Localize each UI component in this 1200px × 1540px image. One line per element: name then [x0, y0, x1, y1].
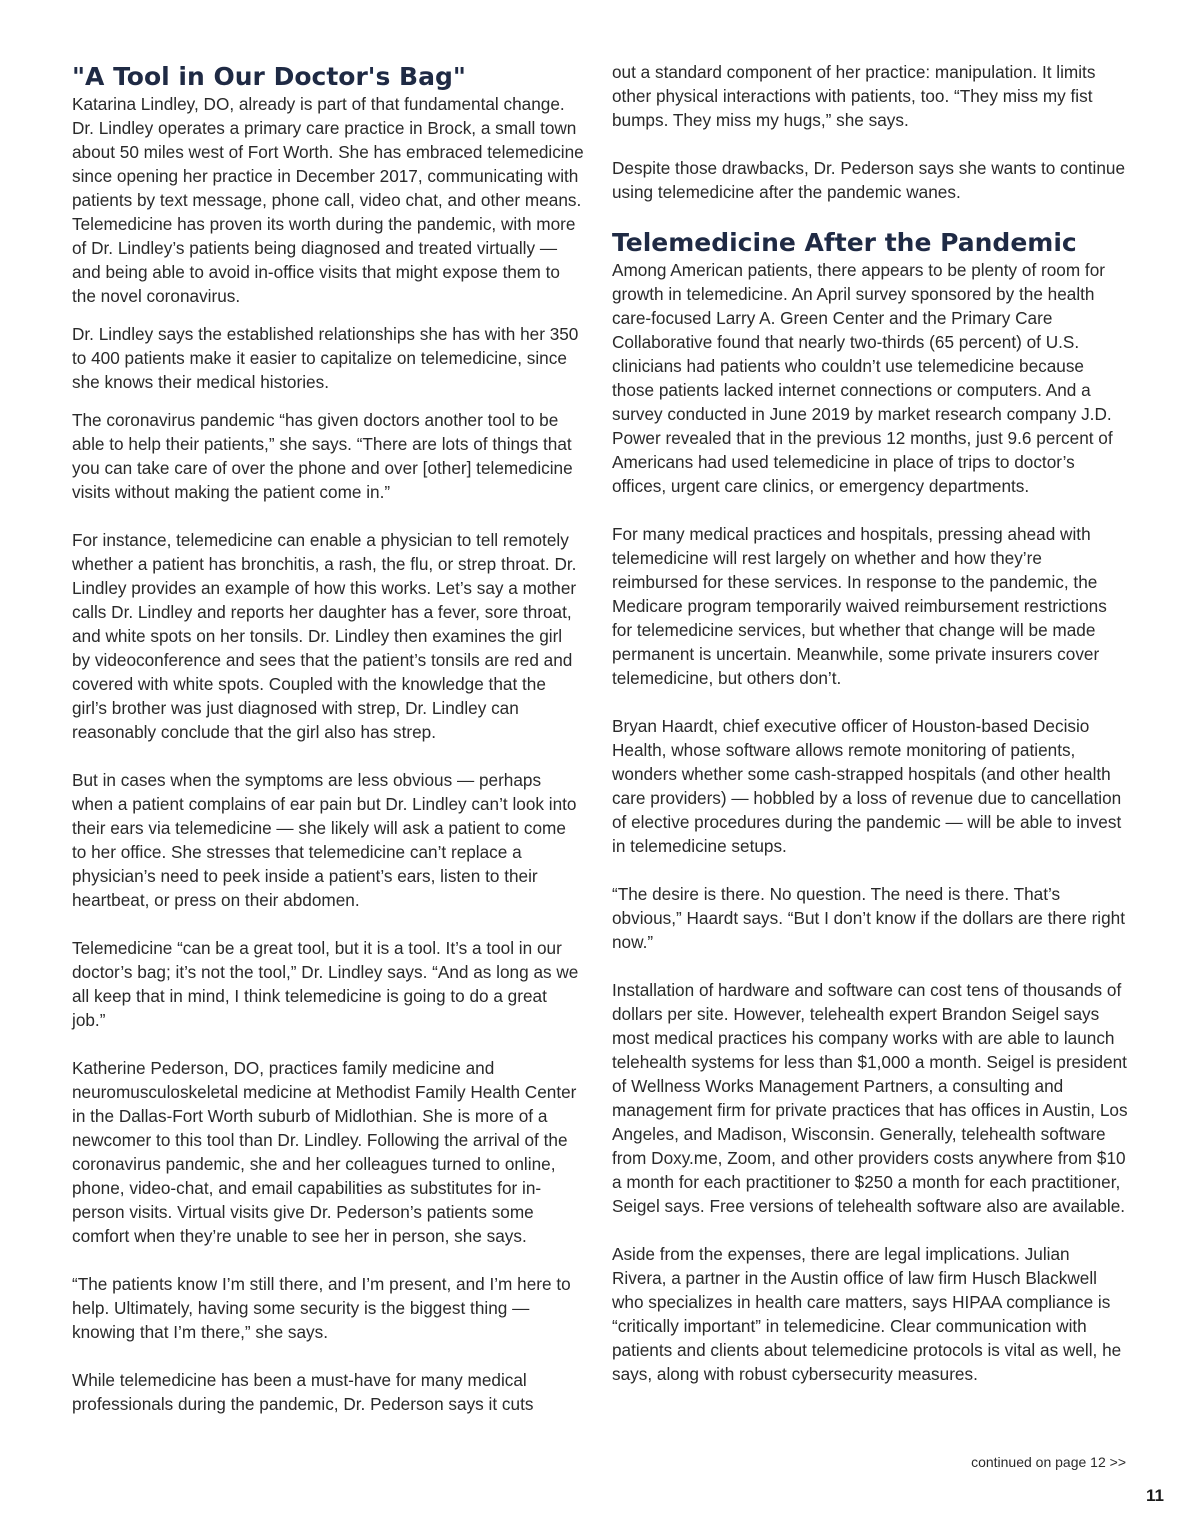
body-paragraph: Dr. Lindley says the established relationships she has with her 350 to 400 patients make it easier to capitalize on telemedicine, since she knows their medical histories.	[72, 324, 579, 392]
body-paragraph: Among American patients, there appears to be plenty of room for growth in telemedicine. An April survey sponsored by the health care-focused Larry A. Green Center and the Primary Care Collaborative found that nearly two-thirds (65 percent) of U.S. clinicians had patients who couldn’t use telemedicine because those patients lacked internet connections or computers. And a survey conducted in June 2019 by market research company J.D. Power revealed that in the previous 12 months, just 9.6 percent of Americans had used telemedicine in place of trips to doctor’s offices, urgent care clinics, or emergency departments.	[612, 260, 1113, 496]
section-heading-tool: "A Tool in Our Doctor's Bag"	[72, 62, 466, 91]
body-paragraph: Katarina Lindley, DO, already is part of that fundamental change. Dr. Lindley operates a primary care practice in Brock, a small town about 50 miles west of Fort Worth. She has embraced telemedicine since opening her practice in December 2017, communicating with patients by text message, phone call, video chat, and other means. Telemedicine has proven its worth during the pandemic, with more of Dr. Lindley’s patients being diagnosed and treated virtually — and being able to avoid in-office visits that might expose them to the novel coronavirus.	[72, 94, 584, 306]
body-paragraph: The coronavirus pandemic “has given doctors another tool to be able to help their patients,” she says. “There are lots of things that you can take care of over the phone and over [other] telemedicine visits without making the patient come in.”	[72, 410, 573, 502]
right-column	[612, 60, 1128, 1400]
body-paragraph: Installation of hardware and software can cost tens of thousands of dollars per site. However, telehealth expert Brandon Seigel says most medical practices his company works with are able to launch telehealth systems for less than $1,000 a month. Seigel is president of Wellness Works Management Partners, a consulting and management firm for private practices that has offices in Austin, Los Angeles, and Madison, Wisconsin. Generally, telehealth software from Doxy.me, Zoom, and other providers costs anywhere from $10 a month for each practitioner to $250 a month for each practitioner, Seigel says. Free versions of telehealth software also are available.	[612, 980, 1128, 1216]
body-paragraph: out a standard component of her practice: manipulation. It limits other physical interactions with patients, too. “They miss my fist bumps. They miss my hugs,” she says.	[612, 62, 1096, 130]
left-column	[72, 60, 584, 1430]
body-paragraph: But in cases when the symptoms are less obvious — perhaps when a patient complains of ear pain but Dr. Lindley can’t look into their ears via telemedicine — she likely will ask a patient to come to her office. She stresses that telemedicine can’t replace a physician’s need to peek inside a patient’s ears, listen to their heartbeat, or press on their abdomen.	[72, 770, 577, 910]
body-paragraph: “The desire is there. No question. The need is there. That’s obvious,” Haardt says. “But I don’t know if the dollars are there right now.”	[612, 884, 1126, 952]
body-paragraph: For many medical practices and hospitals, pressing ahead with telemedicine will rest largely on whether and how they’re reimbursed for these services. In response to the pandemic, the Medicare program temporarily waived reimbursement restrictions for telemedicine services, but whether that change will be made permanent is uncertain. Meanwhile, some private insurers cover telemedicine, but others don’t.	[612, 524, 1107, 688]
body-paragraph: Despite those drawbacks, Dr. Pederson says she wants to continue using telemedicine after the pandemic wanes.	[612, 158, 1126, 202]
body-paragraph: “The patients know I’m still there, and I’m present, and I’m here to help. Ultimately, having some security is the biggest thing — knowing that I’m there,” she says.	[72, 1274, 571, 1342]
body-paragraph: Bryan Haardt, chief executive officer of Houston-based Decisio Health, whose software allows remote monitoring of patients, wonders whether some cash-strapped hospitals (and other health care providers) — hobbled by a loss of revenue due to cancellation of elective procedures during the pandemic — will be able to invest in telemedicine setups.	[612, 716, 1122, 856]
body-paragraph: Telemedicine “can be a great tool, but it is a tool. It’s a tool in our doctor’s bag; it’s not the tool,” Dr. Lindley says. “And as long as we all keep that in mind, I think telemedicine is going to do a great job.”	[72, 938, 579, 1030]
body-paragraph: Aside from the expenses, there are legal implications. Julian Rivera, a partner in the Austin office of law firm Husch Blackwell who specializes in health care matters, says HIPAA compliance is “critically important” in telemedicine. Clear communication with patients and clients about telemedicine protocols is vital as well, he says, along with robust cybersecurity measures.	[612, 1244, 1122, 1384]
body-paragraph: Katherine Pederson, DO, practices family medicine and neuromusculoskeletal medicine at Methodist Family Health Center in the Dallas-Fort Worth suburb of Midlothian. She is more of a newcomer to this tool than Dr. Lindley. Following the arrival of the coronavirus pandemic, she and her colleagues turned to online, phone, video-chat, and email capabilities as substitutes for in-person visits. Virtual visits give Dr. Pederson’s patients some comfort when they’re unable to see her in person, she says.	[72, 1058, 577, 1246]
continued-note: continued on page 12 >>	[971, 1454, 1126, 1470]
body-paragraph: While telemedicine has been a must-have for many medical professionals during the pandemic, Dr. Pederson says it cuts	[72, 1370, 534, 1414]
page-number: 11	[1146, 1486, 1164, 1505]
section-heading-after-pandemic: Telemedicine After the Pandemic	[612, 228, 1077, 257]
body-paragraph: For instance, telemedicine can enable a physician to tell remotely whether a patient has bronchitis, a rash, the flu, or strep throat. Dr. Lindley provides an example of how this works. Let’s say a mother calls Dr. Lindley and reports her daughter has a fever, sore throat, and white spots on her tonsils. Dr. Lindley then examines the girl by videoconference and sees that the patient’s tonsils are red and covered with white spots. Coupled with the knowledge that the girl’s brother was just diagnosed with strep, Dr. Lindley can reasonably conclude that the girl also has strep.	[72, 530, 577, 742]
